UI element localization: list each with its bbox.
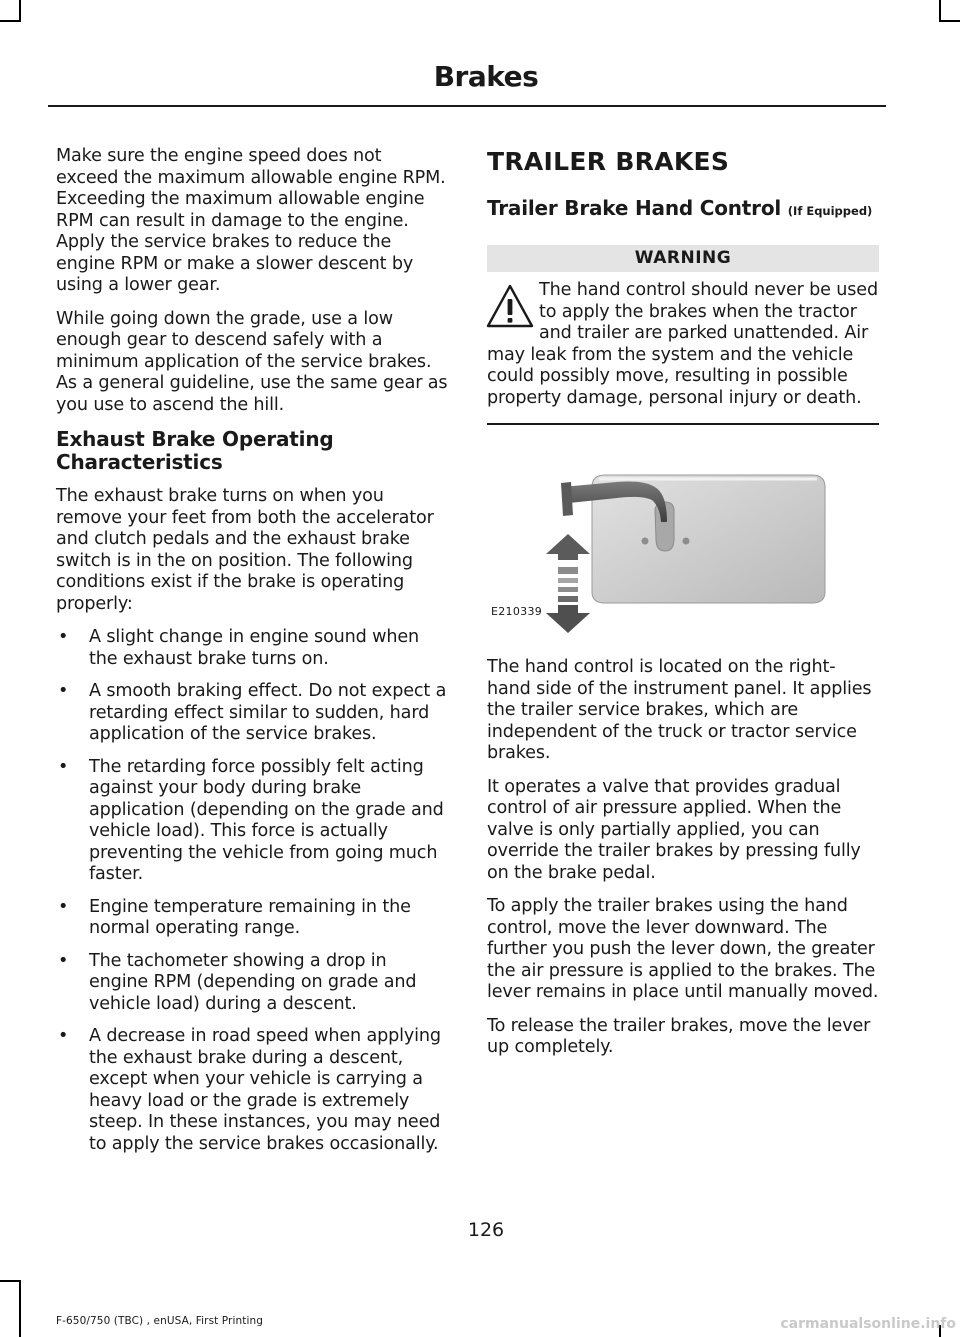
warning-label: WARNING: [487, 245, 879, 272]
paragraph: Make sure the engine speed does not exceed the maximum allowable engine RPM. Exceeding the maximum allowable engine RPM can result in damage to the engine. Apply the service brakes to reduce the engine RPM or make a slower descent by using a lower gear.: [56, 146, 446, 295]
warning-triangle-icon: [485, 282, 535, 330]
edition-footer: F-650/750 (TBC) , enUSA, First Printing: [56, 1315, 263, 1327]
paragraph: While going down the grade, use a low enough gear to descend safely with a minimum application of the service brakes. As a general guideline, use the same gear as you use to ascend the hill.: [56, 308, 448, 415]
paragraph: To release the trailer brakes, move the lever up completely.: [487, 1015, 871, 1057]
crop-mark: [0, 20, 21, 22]
section-heading: Exhaust Brake Operating Characteristics: [56, 427, 334, 474]
warning-rule: [487, 423, 879, 425]
crop-mark: [939, 0, 941, 22]
equipped-note: (If Equipped): [787, 204, 873, 218]
bullet-icon: •: [58, 756, 69, 777]
crop-mark: [939, 20, 960, 22]
paragraph: The exhaust brake turns on when you remove your feet from both the accelerator and clutch pedals and the exhaust brake switch is in the on position. The following conditions exist if the brake is operating properly:: [56, 486, 434, 614]
crop-mark: [19, 0, 21, 22]
list-item: • The tachometer showing a drop in engine RPM (depending on grade and vehicle load) during a descent.: [58, 950, 417, 1014]
crop-mark: [19, 1280, 21, 1337]
condition-list: [56, 627, 448, 1155]
section-title: TRAILER BRAKES: [487, 147, 730, 176]
header-rule: [48, 105, 886, 107]
page-number: 126: [467, 1219, 505, 1241]
left-column: [56, 146, 448, 1166]
subsection-title: Trailer Brake Hand Control (If Equipped): [487, 196, 873, 220]
list-item: • A smooth braking effect. Do not expect a retarding effect similar to sudden, hard application of the service brakes.: [58, 681, 447, 744]
list-item: • A decrease in road speed when applying the exhaust brake during a descent, except when your vehicle is carrying a heavy load or the grade is extremely steep. In these instances, you may need to apply the service brakes occasionally.: [58, 1026, 441, 1154]
paragraph: It operates a valve that provides gradual control of air pressure applied. When the valve is only partially applied, you can override the trailer brakes by pressing fully on the brake pedal.: [487, 776, 861, 883]
warning-text: The hand control should never be used to apply the brakes when the tractor and trailer are parked unattended. Air may leak from the system and the vehicle could possibly move, resulting in possible property damage, personal injury or death.: [487, 280, 878, 408]
bullet-icon: •: [58, 896, 69, 917]
crop-mark: [0, 1280, 21, 1282]
bullet-icon: •: [58, 950, 69, 971]
figure-id: E210339: [491, 605, 543, 618]
watermark: carmanualsonline.info: [780, 1316, 956, 1332]
list-item: • The retarding force possibly felt acting against your body during brake application (depending on the grade and vehicle load). This force is actually preventing the vehicle from going much faster.: [58, 756, 444, 884]
paragraph: The hand control is located on the right-hand side of the instrument panel. It applies the trailer service brakes, which are independent of the truck or tractor service brakes.: [487, 657, 872, 763]
right-column: [487, 146, 879, 1071]
bullet-icon: •: [58, 1026, 69, 1046]
warning-box: [487, 280, 879, 409]
bullet-icon: •: [58, 681, 69, 701]
page-header-title: Brakes: [433, 60, 539, 93]
paragraph: To apply the trailer brakes using the hand control, move the lever downward. The further you push the lever down, the greater the air pressure is applied to the brakes. The lever remains in place until manually moved.: [487, 896, 879, 1002]
list-item: • A slight change in engine sound when the exhaust brake turns on.: [58, 627, 420, 669]
bullet-icon: •: [58, 627, 69, 647]
list-item: • Engine temperature remaining in the normal operating range.: [58, 896, 411, 938]
lever-diagram: [487, 427, 879, 657]
hand-control-illustration: [487, 427, 879, 657]
